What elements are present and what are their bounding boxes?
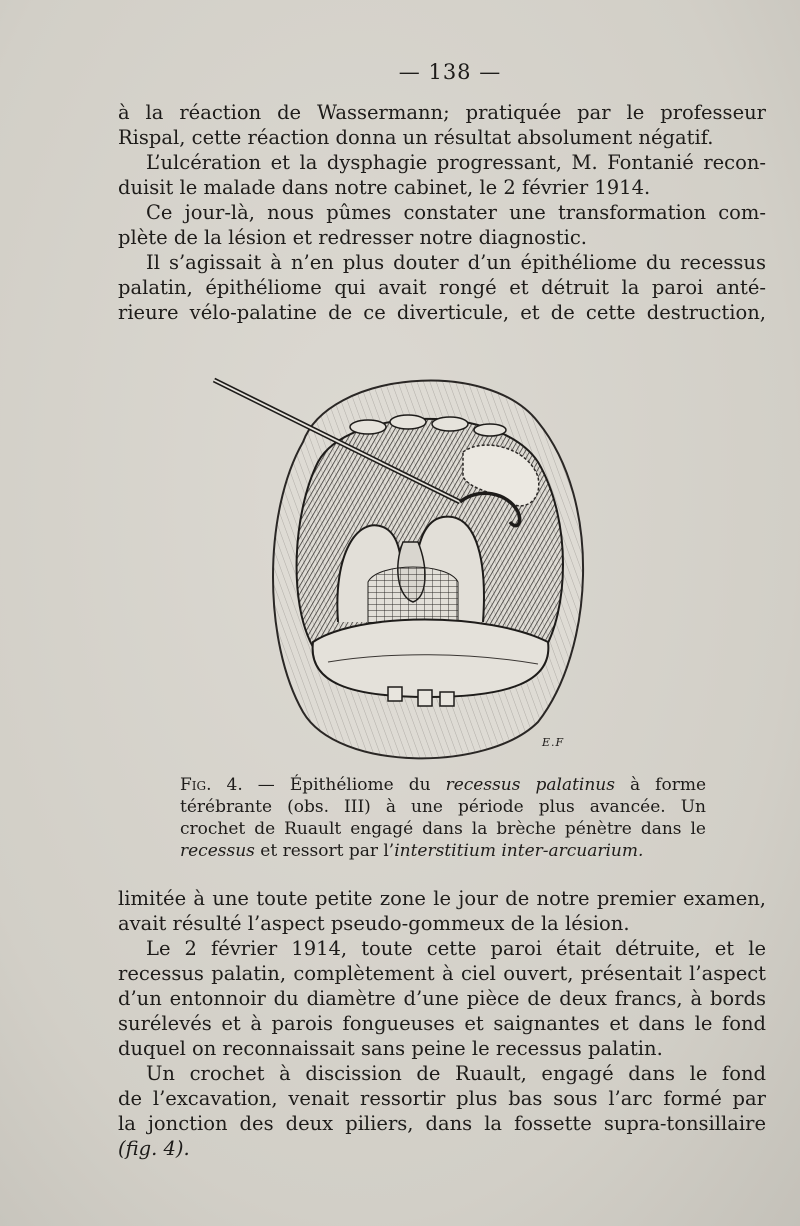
text-line: recessus palatin, complètement à ciel ouvert, présentait l’aspect — [118, 962, 766, 985]
caption-italic: interstitium inter-arcuarium. — [394, 841, 644, 861]
text-line: Il s’agissait à n’en plus douter d’un épithéliome du recessus — [146, 251, 766, 274]
text-line: de l’excavation, venait ressortir plus bas sous l’arc formé par — [118, 1087, 766, 1110]
paragraph — [118, 1061, 766, 1161]
text-block-bottom — [118, 886, 766, 1161]
text-line: limitée à une toute petite zone le jour de notre premier examen, — [118, 887, 766, 910]
figure-illustration — [208, 352, 598, 764]
text-line: surélevés et à parois fongueuses et saignantes et dans le fond — [118, 1012, 766, 1035]
text-line: d’un entonnoir du diamètre d’une pièce de deux francs, à bords — [118, 987, 766, 1010]
text-line: Un crochet à discission de Ruault, engagé dans le fond — [146, 1062, 766, 1085]
text-line: palatin, épithéliome qui avait rongé et détruit la paroi anté- — [118, 276, 766, 299]
caption-line — [180, 840, 706, 862]
text-line: à la réaction de Wassermann; pratiquée par le professeur — [118, 101, 766, 124]
paragraph — [118, 150, 766, 200]
figure-reference: (fig. 4). — [118, 1137, 190, 1160]
text-line: plète de la lésion et redresser notre diagnostic. — [118, 226, 588, 249]
text-block-top — [118, 100, 766, 325]
caption-line: térébrante (obs. III) à une période plus avancée. Un — [180, 797, 706, 817]
text-line: Rispal, cette réaction donna un résultat absolument négatif. — [118, 126, 714, 149]
text-line: rieure vélo-palatine de ce diverticule, et de cette destruction, — [118, 301, 766, 324]
paragraph — [118, 886, 766, 936]
text-line: duquel on reconnaissait sans peine le recessus palatin. — [118, 1037, 663, 1060]
mouth-engraving — [208, 352, 598, 764]
caption-italic: recessus palatinus — [445, 775, 615, 795]
figure-label: Fig. 4. — [180, 775, 243, 795]
page-number: — 138 — — [398, 60, 502, 84]
text-line: avait résulté l’aspect pseudo-gommeux de la lésion. — [118, 912, 630, 935]
caption-text: à forme — [614, 775, 707, 795]
text-line: Ce jour-là, nous pûmes constater une transformation com- — [146, 201, 766, 224]
paragraph — [118, 936, 766, 1061]
figure-caption — [180, 774, 706, 862]
text-line: la jonction des deux piliers, dans la fossette supra-tonsillaire — [118, 1112, 766, 1135]
tongue — [313, 620, 549, 698]
caption-text: et ressort par l’ — [254, 841, 395, 861]
text-line: L’ulcération et la dysphagie progressant, M. Fontanié recon- — [146, 151, 766, 174]
caption-line: crochet de Ruault engagé dans la brèche pénètre dans le — [180, 819, 706, 839]
text-line: duisit le malade dans notre cabinet, le 2 février 1914. — [118, 176, 651, 199]
caption-italic: recessus — [180, 841, 255, 861]
paragraph — [118, 100, 766, 150]
caption-text: — Épithéliome du — [242, 775, 446, 795]
text-line: Le 2 février 1914, toute cette paroi était détruite, et le — [146, 937, 766, 960]
caption-line — [180, 774, 706, 796]
paragraph — [118, 250, 766, 325]
engraver-signature: E.F — [542, 736, 565, 749]
paragraph — [118, 200, 766, 250]
